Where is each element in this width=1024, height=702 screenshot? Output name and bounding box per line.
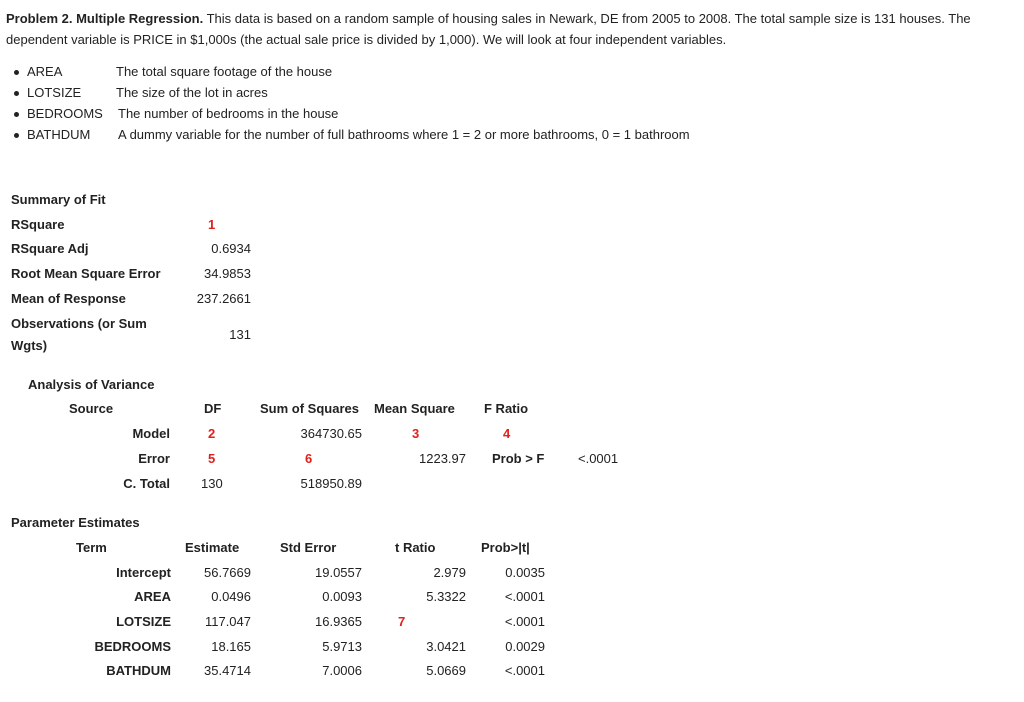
- params-term: LOTSIZE: [116, 614, 171, 629]
- params-stderr: 7.0006: [322, 663, 362, 678]
- params-prob: <.0001: [504, 663, 545, 678]
- params-estimate: 56.7669: [204, 565, 251, 580]
- params-tratio: 5.3322: [426, 589, 466, 604]
- problem-text: This data is based on a random sample of housing sales in Newark, DE from 2005 to 2008. The total sample size is 131 houses. The dependent variable is PRICE in $1,000s (the actual sale price is divided by 1,000). We will look at four independent variables.: [6, 11, 971, 47]
- summary-label: Mean of Response: [11, 291, 126, 306]
- anova-ss: 518950.89: [300, 476, 362, 491]
- variable-desc: The size of the lot in acres: [116, 85, 268, 100]
- anova-ms: 3: [412, 426, 420, 441]
- params-prob: 0.0029: [505, 639, 545, 654]
- params-estimate: 117.047: [204, 614, 251, 629]
- anova-title: Analysis of Variance: [28, 377, 155, 392]
- params-tratio: 2.979: [433, 565, 466, 580]
- summary-label: Root Mean Square Error: [11, 266, 161, 281]
- anova-header-ss: Sum of Squares: [260, 401, 359, 416]
- anova-prob-value: <.0001: [578, 451, 619, 466]
- anova-source: Error: [138, 451, 170, 466]
- anova-f: 4: [503, 426, 511, 441]
- anova-df: 130: [201, 476, 223, 491]
- list-item: [14, 127, 90, 142]
- params-prob: <.0001: [504, 614, 545, 629]
- params-term: Intercept: [116, 565, 171, 580]
- anova-header-ms: Mean Square: [374, 401, 455, 416]
- summary-value: 1: [208, 217, 216, 232]
- summary-value: 237.2661: [196, 291, 251, 306]
- params-prob: <.0001: [504, 589, 545, 604]
- params-stderr: 19.0557: [315, 565, 362, 580]
- params-stderr: 5.9713: [322, 639, 362, 654]
- anova-source: C. Total: [123, 476, 170, 491]
- params-header-estimate: Estimate: [185, 540, 240, 555]
- anova-ss: 6: [305, 451, 313, 466]
- params-estimate: 0.0496: [211, 589, 251, 604]
- variable-name: AREA: [27, 64, 63, 79]
- anova-source: Model: [132, 426, 170, 441]
- bullet-icon: [14, 70, 19, 75]
- params-tratio: 7: [398, 614, 406, 629]
- params-term: BEDROOMS: [94, 639, 171, 654]
- variable-desc: The total square footage of the house: [116, 64, 333, 79]
- variable-desc: A dummy variable for the number of full bathrooms where 1 = 2 or more bathrooms, 0 = 1 bathroom: [118, 127, 690, 142]
- anova-header-f: F Ratio: [484, 401, 529, 416]
- summary-title: Summary of Fit: [11, 192, 106, 207]
- anova-prob-label: Prob > F: [492, 451, 545, 466]
- anova-ss: 364730.65: [300, 426, 362, 441]
- anova-df: 5: [208, 451, 216, 466]
- params-stderr: 16.9365: [315, 614, 362, 629]
- bullet-icon: [14, 112, 19, 117]
- list-item: [14, 64, 62, 79]
- summary-label: Observations (or Sum: [11, 316, 147, 331]
- list-item: [14, 106, 103, 121]
- params-header-stderr: Std Error: [280, 540, 337, 555]
- params-header-term: Term: [76, 540, 107, 555]
- variable-name: LOTSIZE: [27, 85, 82, 100]
- variable-name: BATHDUM: [27, 127, 91, 142]
- anova-header-source: Source: [69, 401, 114, 416]
- bullet-icon: [14, 91, 19, 96]
- list-item: [14, 85, 81, 100]
- summary-value: 0.6934: [211, 241, 251, 256]
- variable-name: BEDROOMS: [27, 106, 103, 121]
- summary-label: RSquare: [11, 217, 65, 232]
- problem-intro: [6, 8, 1016, 50]
- params-estimate: 35.4714: [204, 663, 251, 678]
- params-estimate: 18.165: [211, 639, 251, 654]
- anova-ms: 1223.97: [419, 451, 466, 466]
- bullet-icon: [14, 133, 19, 138]
- params-title: Parameter Estimates: [11, 515, 140, 530]
- variable-desc: The number of bedrooms in the house: [118, 106, 339, 121]
- params-tratio: 5.0669: [426, 663, 466, 678]
- params-tratio: 3.0421: [426, 639, 466, 654]
- params-header-tratio: t Ratio: [395, 540, 436, 555]
- params-term: BATHDUM: [106, 663, 171, 678]
- params-term: AREA: [134, 589, 171, 604]
- summary-label-cont: Wgts): [11, 338, 48, 353]
- anova-df: 2: [208, 426, 216, 441]
- anova-header-df: DF: [204, 401, 222, 416]
- params-prob: 0.0035: [505, 565, 545, 580]
- params-header-prob: Prob>|t|: [481, 540, 530, 555]
- summary-value: 131: [229, 327, 251, 342]
- problem-heading: Problem 2. Multiple Regression.: [6, 11, 204, 26]
- summary-label: RSquare Adj: [11, 241, 89, 256]
- summary-value: 34.9853: [204, 266, 251, 281]
- params-stderr: 0.0093: [322, 589, 362, 604]
